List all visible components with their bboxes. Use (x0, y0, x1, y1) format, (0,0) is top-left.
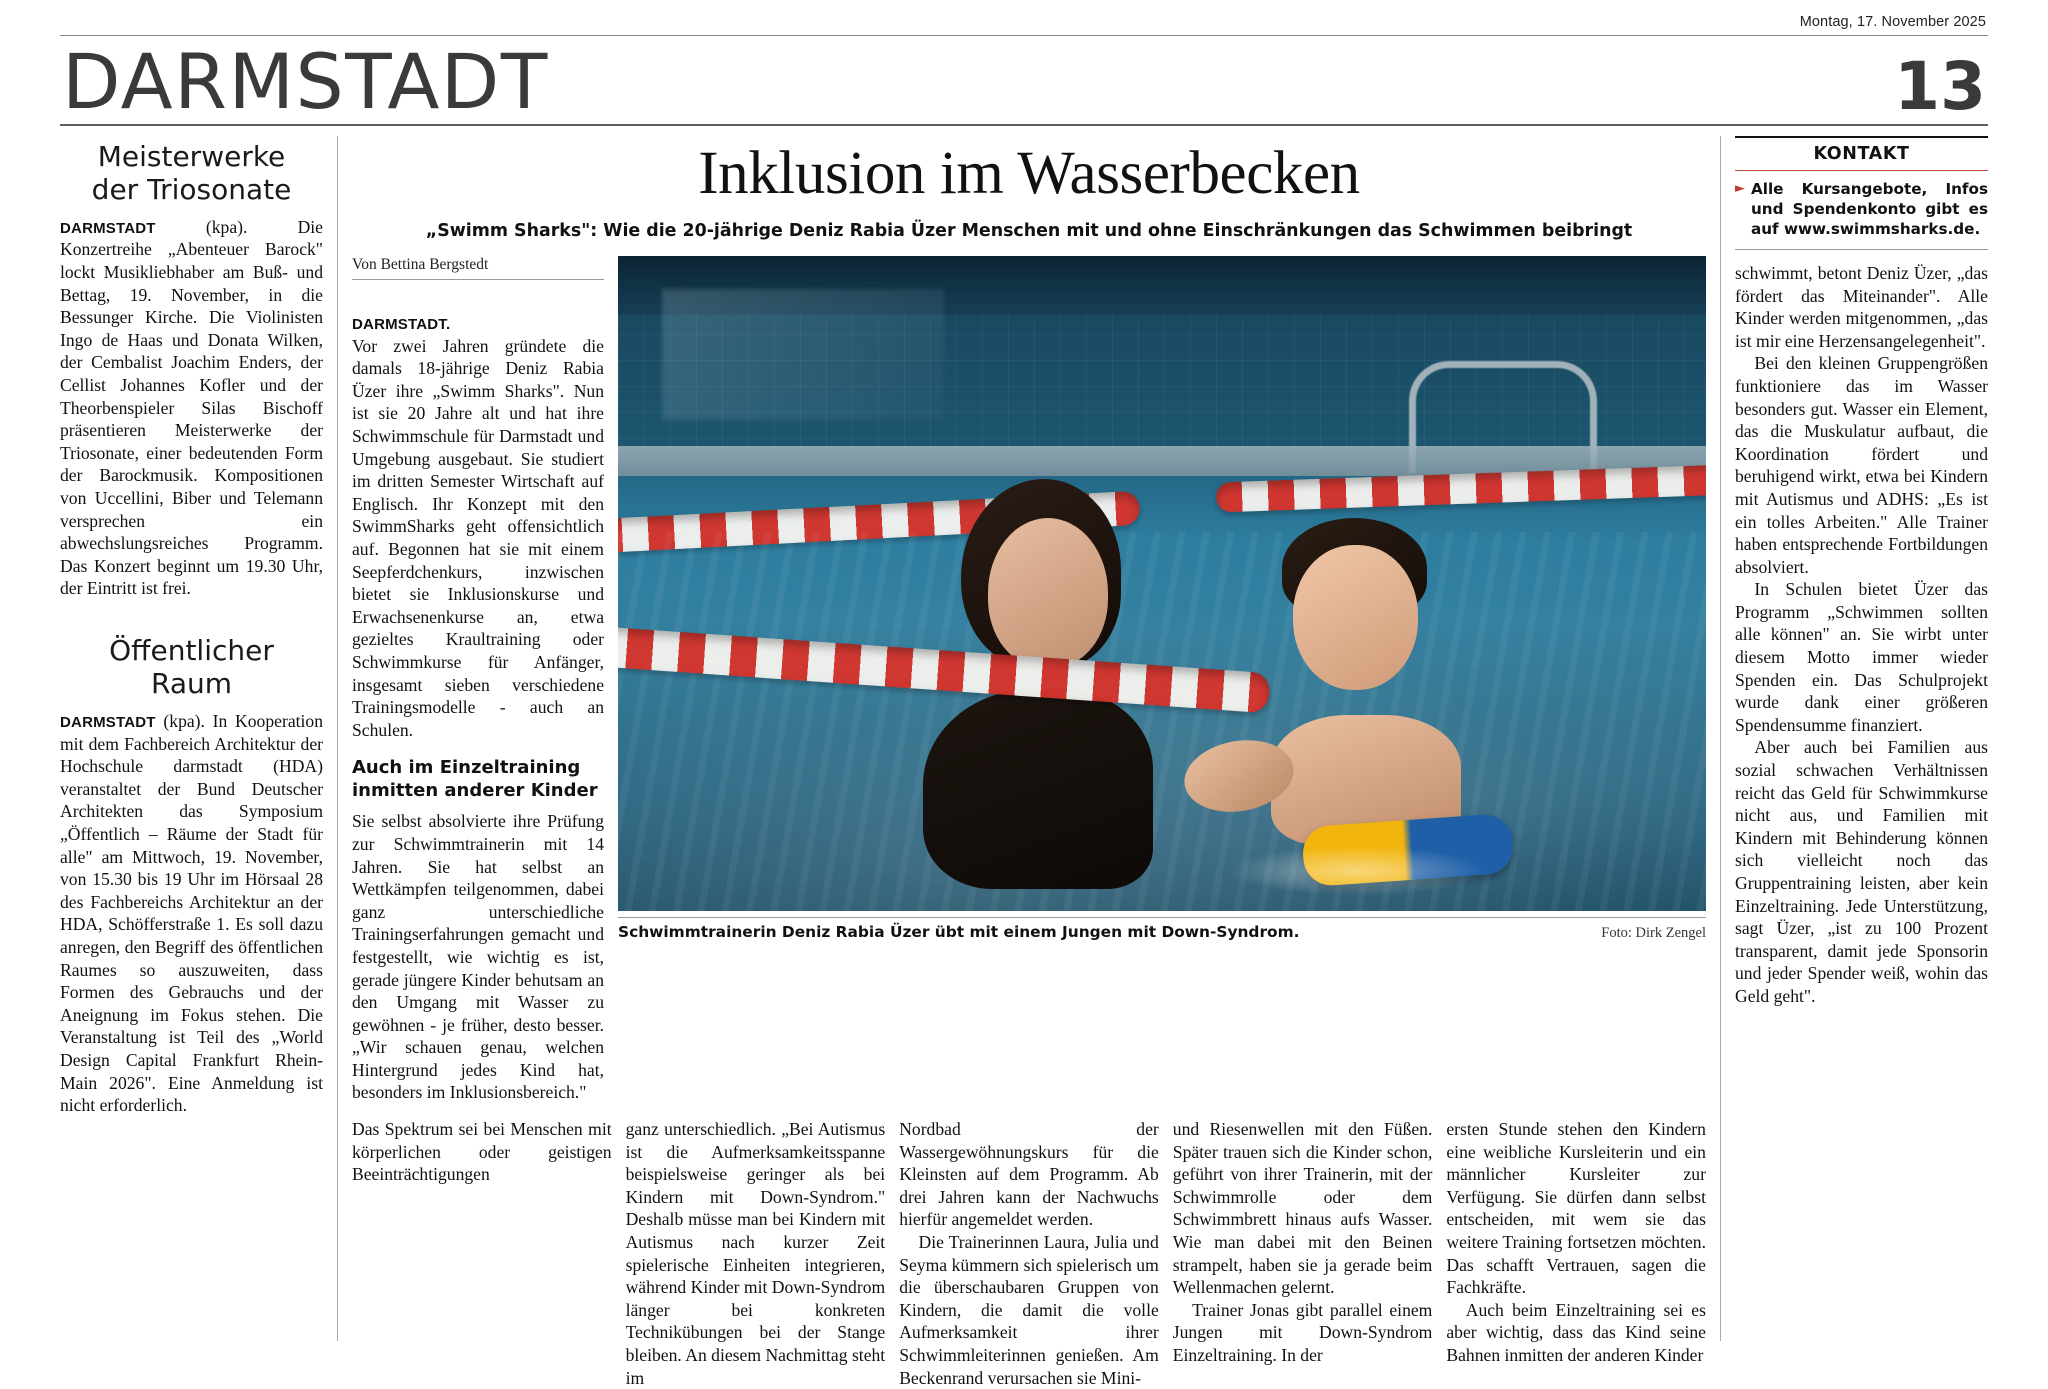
photo-credit: Foto: Dirk Zengel (1601, 925, 1706, 942)
article-photo (618, 256, 1706, 911)
brief-headline-2: Öffentlicher Raum (109, 633, 274, 700)
brief-body-2 (60, 710, 323, 1117)
water-splash (1227, 846, 1487, 896)
article-body-column-1: Das Spektrum sei bei Menschen mit körperlichen oder geistigen Beeinträchtigungen (352, 1119, 612, 1185)
trainer-body (923, 689, 1153, 889)
masthead (60, 36, 1988, 124)
issue-date: Montag, 17. November 2025 (1799, 14, 1986, 30)
article-continuation-text: schwimmt, betont Deniz Üzer, „das fördert das Miteinander". Alle Kinder werden mitgenommen, „das ist mir eine Herzensangelegenheit". Bei den kleinen Gruppengrößen funktioniere das im Wasser besonders gut. Wasser ein Element, das die Muskulatur aufbaut, die Koordination fördert und beruhigend wirkt, etwa bei Kindern mit Autismus und ADHS: „Es ist ein tolles Arbeiten." Alle Trainer haben entsprechende Fortbildungen absolviert. In Schulen bietet Üzer das Programm „Schwimmen sollten alle können" an. Sie wirbt unter diesem Motto immer wieder Spenden ein. Das Schulprojekt wurde dank einer größeren Spendensumme finanziert. Aber auch bei Familien aus sozial schwachen Verhältnissen reicht das Geld für Schwimmkurse nicht aus, und Familien mit Kindern mit Behinderung können sich vielleicht noch das Gruppentraining leisten, aber kein Einzeltraining. Jede Unterstützung, sagt Üzer, „ist zu 100 Prozent transparent, damit jede Sponsorin und jeder Spender weiß, wohin das Geld geht". (1735, 262, 1988, 1006)
brief-headline-1: Meisterwerke der Triosonate (91, 139, 292, 206)
article-photo-block (618, 256, 1706, 1104)
brief-text-1: (kpa). Die Konzertreihe „Abenteuer Barock" lockt Musikliebhaber am Buß- und Bettag, 19. November, in die Bessunger Kirche. Die Violinisten Ingo de Haas und Donata Wilken, der Cembalist Joachim Enders, der Cellist Johannes Kofler und der Theorbenspieler Silas Bischoff präsentieren Meisterwerke der Triosonate, einer bedeutenden Form der Barockmusik. Kompositionen von Uccellini, Biber und Telemann versprechen ein abwechslungsreiches Programm. Das Konzert beginnt um 19.30 Uhr, der Eintritt ist frei. (60, 216, 323, 599)
article-body-column-4: und Riesenwellen mit den Füßen. Später trauen sich die Kinder schon, geführt von ihrer Trainerin, mit der Schwimmrolle oder dem Schwimmbrett hinaus aufs Wasser. Wie man dabei mit den Beinen strampelt, haben sie ja gerade beim Wellenmachen gelernt. Trainer Jonas gibt parallel einem Jungen mit Down-Syndrom Einzeltraining. In der (1172, 1119, 1433, 1365)
brief-dateline-2: DARMSTADT (60, 714, 156, 732)
kontakt-url-period: . (1974, 219, 1981, 238)
child-head (1293, 545, 1418, 690)
photo-caption-row (618, 917, 1706, 942)
article-subheadline: „Swimm Sharks": Wie die 20-jährige Deniz Rabia Üzer Menschen mit und ohne Einschränkungen das Schwimmen beibringt (425, 220, 1633, 241)
kontakt-description: Alle Kursangebote, Infos und Spendenkonto gibt es auf (1751, 179, 1988, 238)
brief-dateline-1: DARMSTADT (60, 219, 156, 237)
main-article-column (338, 136, 1720, 1388)
article-body-column-2: ganz unterschiedlich. „Bei Autismus ist die Aufmerksamkeitsspanne beispielsweise geringer als bei Kindern mit Down-Syndrom." Deshalb müsse man bei Kindern mit Autismus nach kurzer Zeit spielerische Einheiten integrieren, während Kinder mit Down-Syndrom länger bei konkreten Technikübungen bei der Stange bleiben. An diesem Nachmittag steht im (625, 1119, 886, 1388)
page-content (60, 136, 1988, 1388)
kontakt-item (1735, 179, 1988, 239)
article-body-column-3: Nordbad der Wassergewöhnungskurs für die Kleinsten auf dem Programm. Ab drei Jahren kann der Nachwuchs hierfür angemeldet werden. Die Trainerinnen Laura, Julia und Seyma kümmern sich spielerisch um die überschaubaren Gruppen von Kindern, die damit die volle Aufmerksamkeit ihrer Schwimmleiterinnen genießen. Am Beckenrand verursachen sie Mini- (899, 1119, 1159, 1388)
page-number: 13 (1894, 47, 1986, 125)
kontakt-url-link[interactable]: www.swimmsharks.de (1783, 219, 1975, 238)
section-title: DARMSTADT (62, 37, 549, 126)
kontakt-box (1735, 136, 1988, 250)
pool-window-reflection (662, 289, 945, 420)
article-body-column-5: ersten Stunde stehen den Kindern eine weibliche Kursleiterin und ein männlicher Kursleiter zur Verfügung. Sie dürfen dann selbst entscheiden, mit wem sie das weitere Training fortsetzen möchten. Das schafft Vertrauen, sagen die Fachkräfte. Auch beim Einzeltraining sei es aber wichtig, dass das Kind seine Bahnen inmitten der anderen Kinder (1446, 1119, 1706, 1365)
kontakt-title: KONTAKT (1735, 144, 1988, 171)
article-headline: Inklusion im Wasserbecken (698, 139, 1360, 207)
trainer-head (988, 518, 1108, 668)
water-surface-sheen (618, 532, 1706, 912)
article-byline: Von Bettina Bergstedt (352, 256, 604, 280)
right-column (1720, 136, 1988, 1341)
brief-text-2: (kpa). In Kooperation mit dem Fachbereich Architektur der Hochschule darmstadt (HDA) veranstaltet der Bund Deutscher Architekten das Symposium „Öffentlich – Räume der Stadt für alle" am Mittwoch, 19. November, von 15.30 bis 19 Uhr im Hörsaal 28 des Fachbereichs Architektur an der HDA, Schöfferstraße 1. Es soll dazu anregen, den Begriff des öffentlichen Raumes so auszuweiten, dass Formen des Gebrauchs und der Aneignung im Fokus stehen. Die Veranstaltung ist Teil des „World Design Capital Frankfurt Rhein-Main 2026". Eine Anmeldung ist nicht erforderlich. (60, 711, 323, 1116)
lead-and-photo-row (352, 256, 1706, 1104)
article-crosshead: Auch im Einzeltraining inmitten anderer Kinder (352, 757, 598, 801)
lead-text-column (352, 256, 604, 1104)
article-lead-paragraph (352, 289, 604, 741)
brief-body-1 (60, 216, 323, 600)
left-briefs-column (60, 136, 338, 1341)
kontakt-text (1751, 179, 1988, 239)
photo-caption: Schwimmtrainerin Deniz Rabia Üzer übt mit einem Jungen mit Down-Syndrom. (618, 923, 1300, 942)
article-body-columns (352, 1118, 1706, 1389)
article-paragraph-after-crosshead: Sie selbst absolvierte ihre Prüfung zur Schwimmtrainerin mit 14 Jahren. Sie hat selbst an Wettkämpfen teilgenommen, dabei ganz unterschiedliche Trainingserfahrungen gemacht und festgestellt, wie wichtig es ist, gerade jüngere Kinder behutsam an den Umgang mit Wasser zu gewöhnen - je früher, desto besser. „Wir schauen genau, welchen Hintergrund jedes Kind hat, besonders im Inklusionsbereich." (352, 811, 604, 1103)
article-lead-text: Vor zwei Jahren gründete die damals 18-jährige Deniz Rabia Üzer ihre „Swimm Sharks". Nun ist sie 20 Jahre alt und hat ihre Schwimmschule für Darmstadt und Umgebung ausgebaut. Sie studiert im dritten Semester Wirtschaft auf Englisch. Ihr Konzept mit den SwimmSharks geht offensichtlich auf. Begonnen hat sie mit einem Seepferdchenkurs, inzwischen bietet sie Inklusionskurse und Erwachsenenkurse an, etwa gezieltes Kraultraining oder Schwimmkurse für Anfänger, insgesamt sieben verschiedene Trainingsmodelle - auch an Schulen. (352, 335, 604, 740)
arrow-bullet-icon: ► (1735, 180, 1745, 196)
article-dateline: DARMSTADT. (352, 316, 451, 334)
